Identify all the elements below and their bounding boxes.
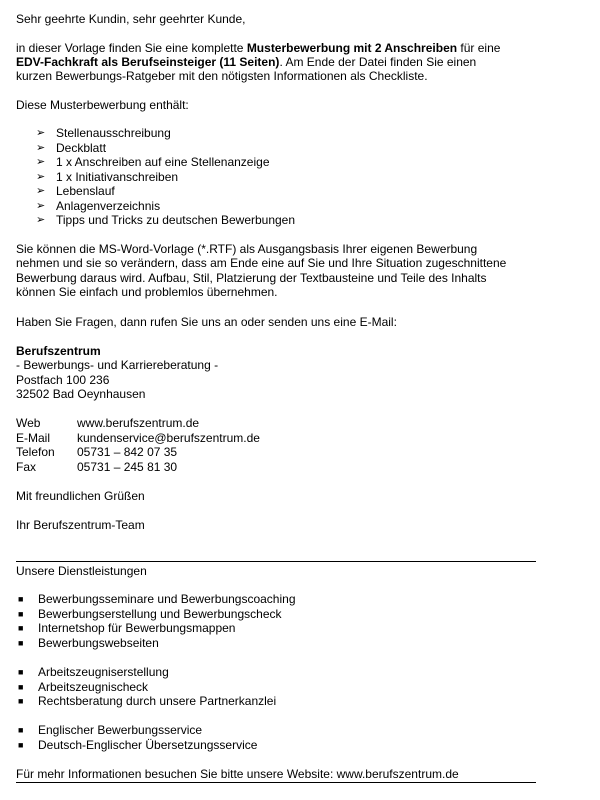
square-bullet-icon: ■: [18, 637, 24, 648]
email-link[interactable]: kundenservice@berufszentrum.de: [77, 430, 260, 445]
body-line-3: Bewerbung daraus wird. Aufbau, Stil, Platzierung der Textbausteine und Teile des Inhalts: [16, 271, 487, 285]
square-bullet-icon: ■: [18, 594, 24, 604]
questions-text: Haben Sie Fragen, dann rufen Sie uns an oder senden uns eine E-Mail:: [16, 315, 397, 329]
body-line-2: nehmen und sie so verändern, dass am Ende eine auf Sie und Ihre Situation zugeschnittene: [16, 256, 507, 270]
org-name: [16, 344, 101, 358]
square-bullet-icon: ■: [18, 667, 24, 677]
org-address-line-2: 32502 Bad Oeynhausen: [16, 387, 146, 401]
intro-bold-2: EDV-Fachkraft als Berufseinsteiger (11 Seiten): [16, 55, 280, 69]
org-address-line-1: Postfach 100 236: [16, 373, 110, 387]
body-line-1: Sie können die MS-Word-Vorlage (*.RTF) als Ausgangsbasis Ihrer eigenen Bewerbung: [16, 242, 478, 256]
footer-divider: [16, 782, 536, 783]
arrow-bullet-icon: ➢: [36, 127, 46, 139]
arrow-bullet-icon: ➢: [36, 199, 46, 212]
services-heading: Unsere Dienstleistungen: [16, 564, 147, 578]
intro-line-2: [16, 55, 476, 69]
square-bullet-icon: ■: [18, 623, 24, 633]
signature: Ihr Berufszentrum-Team: [16, 518, 145, 532]
body-line-4: können Sie einfach und problemlos übernehmen.: [16, 285, 278, 299]
intro-line-3: kurzen Bewerbungs-Ratgeber mit den nötigsten Informationen als Checkliste.: [16, 69, 428, 83]
square-bullet-icon: ■: [18, 681, 24, 692]
arrow-bullet-icon: ➢: [36, 141, 46, 154]
footer-text: Für mehr Informationen besuchen Sie bitte unsere Website: www.berufszentrum.de: [16, 767, 459, 781]
contact-row-web: Web www.berufszentrum.de: [16, 416, 200, 430]
greeting: Mit freundlichen Grüßen: [16, 489, 145, 503]
contact-row-fax: Fax 05731 – 245 81 30: [16, 459, 178, 474]
contact-row-email: E-Mail kundenservice@berufszentrum.de: [16, 430, 260, 445]
arrow-bullet-icon: ➢: [36, 185, 46, 197]
contents-heading: Diese Musterbewerbung enthält:: [16, 98, 189, 112]
org-subtitle: - Bewerbungs- und Karriereberatung -: [16, 358, 219, 372]
arrow-bullet-icon: ➢: [36, 156, 46, 168]
square-bullet-icon: ■: [18, 725, 24, 735]
intro-line-1: [16, 41, 500, 55]
contact-row-phone: Telefon 05731 – 842 07 35: [16, 445, 178, 459]
divider: [16, 561, 536, 562]
web-link[interactable]: www.berufszentrum.de: [77, 416, 200, 430]
intro-bold-1: Musterbewerbung mit 2 Anschreiben: [246, 41, 458, 55]
intro-text: . Am Ende der Datei finden Sie einen: [279, 55, 477, 69]
salutation: Sehr geehrte Kundin, sehr geehrter Kunde,: [16, 12, 246, 26]
square-bullet-icon: ■: [18, 608, 24, 619]
arrow-bullet-icon: ➢: [36, 170, 46, 183]
square-bullet-icon: ■: [18, 739, 24, 750]
contact-table: [16, 416, 416, 474]
square-bullet-icon: ■: [18, 696, 24, 706]
intro-text: für eine: [457, 41, 501, 55]
org-name-text: Berufszentrum: [16, 344, 101, 358]
intro-text: in dieser Vorlage finden Sie eine komplette: [16, 41, 247, 55]
arrow-bullet-icon: ➢: [36, 214, 46, 226]
